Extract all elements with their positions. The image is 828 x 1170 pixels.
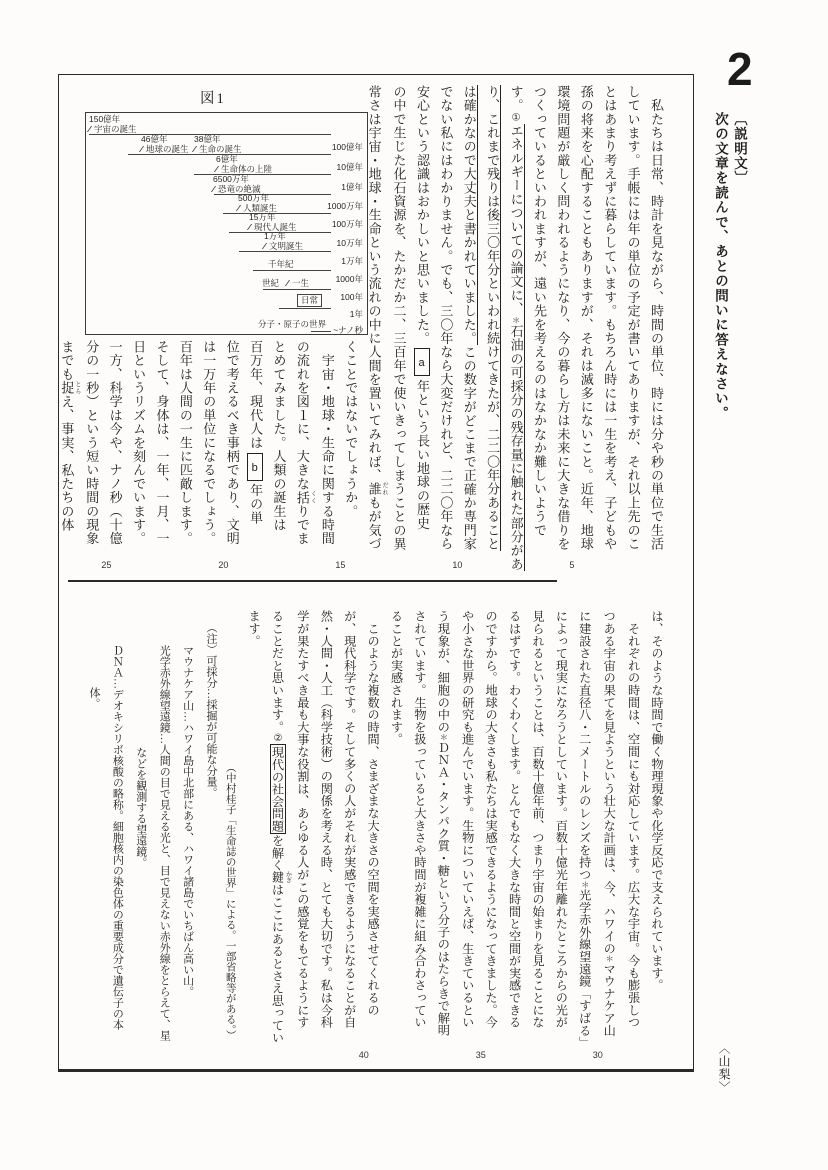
prefecture-label: 〈山梨〉 xyxy=(717,1042,731,1094)
text-line: くことではないでしょうか。 xyxy=(343,340,359,519)
figure-scale-label: 10億年 xyxy=(336,162,363,172)
boxed-phrase: 現代の社会問題 xyxy=(270,746,285,833)
event-name: 地球の誕生 xyxy=(141,144,189,154)
text-line: に建設された直径八・二メートルのレンズを持つ＊光学赤外線望遠鏡「すばる」 xyxy=(577,610,592,1049)
figure-scale-label: 10万年 xyxy=(336,238,363,248)
text-line: ることが実感されます。 xyxy=(389,610,404,746)
genre-label: 〔説明文〕 xyxy=(732,112,747,186)
block-divider xyxy=(68,580,557,582)
text-line: 百年は人間の一生に匹敵します。 xyxy=(177,340,193,546)
text-line: は、そのような時間で働く物理現象や化学反応で支えられています。 xyxy=(650,610,664,992)
text-line: 日というリズムを刻んでいます。 xyxy=(131,340,147,546)
text-line: つくっているといわれますが、遠い先を考えるのはなかなか難しいようで xyxy=(531,85,547,538)
event-name: 世紀 xyxy=(262,278,280,288)
text-line: の流れを図１に、大きな括 くくりでま xyxy=(294,340,316,546)
figure-scale-label: 100年 xyxy=(340,292,363,302)
note-asterisk: ＊ xyxy=(580,880,590,889)
line-number-5: 5 xyxy=(569,560,575,570)
text-line: が、現代科学です。そして多くの人がそれが実感できるようになることが自 xyxy=(342,610,357,1029)
event-name: 人類誕生 xyxy=(238,203,277,213)
text-line: 百万年、現代人はb年の単 xyxy=(248,340,264,525)
notes-block xyxy=(81,622,222,1062)
text-line: や小さな世界の研究も進んでいます。生物についていえば、生きているとい xyxy=(460,610,475,1029)
sideline-mark: り、これまで残りは後三〇年分といわれ続けてきたが、二二〇年分あること xyxy=(485,85,501,551)
line-number-40: 40 xyxy=(358,1050,369,1060)
figure-scale-label: 1000万年 xyxy=(327,201,363,211)
section-heading xyxy=(711,112,749,832)
text-line: 見られるということは、百数十億年前、つまり宇宙の始まりを見ることにな xyxy=(530,610,545,1029)
text-line: ＤＮＡ…デオキシリボ核酸の略称。細胞核内の染色体の重要成分で遺伝子の本 xyxy=(111,645,124,1030)
text-line: 環境問題が厳しく問われるようになり、今の暮らし方は未来に大きな借りを xyxy=(555,85,571,551)
section-number: 2 xyxy=(727,43,753,95)
text-line: 然・人間・人工（科学技術）の関係を考える時、とても大切です。私は今科 xyxy=(319,610,334,1029)
text-line: マウナケア山…ハワイ島中北部にある、ハワイ諸島でいちばん高い山。 xyxy=(181,645,194,997)
text-line: などを観測する望遠鏡。 xyxy=(134,747,147,868)
text-line: ることだと思います。②現代の社会問題を解く鍵 かぎはここにあるとさえ思ってい xyxy=(270,610,291,1044)
attribution: （中村桂子「生命誌の世界」による。一部省略等がある。） xyxy=(224,762,236,1041)
event-name: 分子・原子の世界 xyxy=(258,319,327,329)
event-time: 1万年 xyxy=(264,231,286,241)
event-time: 46億年 xyxy=(141,134,168,144)
event-name: 文明誕生 xyxy=(264,241,303,251)
ref-number: ② xyxy=(272,733,284,745)
text-line: しています。手帳には年の単位の予定が書いてありますが、それ以上先のこ xyxy=(625,85,641,551)
event-name: 現代人誕生 xyxy=(249,222,297,232)
line-number-20: 20 xyxy=(218,560,229,570)
event-time: 500万年 xyxy=(238,193,270,203)
blank-box-b: b xyxy=(247,453,263,481)
text-line: そして、身体は、一年、一月、一 xyxy=(154,340,170,546)
text-line: るはずです。わくわくします。とんでもなく大きな時間と空間が実感できる xyxy=(507,610,522,1029)
text-line: とめてみました。人類の誕生は xyxy=(271,340,287,532)
text-line: とはあまり考えずに暮らしています。もちろん時には一生を考え、子どもや xyxy=(602,85,618,551)
text-line: 安心という認識はおかしいと思いました。a年という長い地球の歴史 xyxy=(414,85,430,531)
ref-number: ① xyxy=(510,112,522,125)
figure-title: 図1 xyxy=(200,91,226,107)
event-time: 15万年 xyxy=(249,212,276,222)
event-name: 日常 xyxy=(301,295,319,305)
text-line: 学が果たすべき最も大事な役割は、あらゆる人がこの感覚をもてるようにす xyxy=(295,610,310,1029)
event-name: 恐竜の絶滅 xyxy=(213,184,261,194)
text-line: 常さは宇宙・地球・生命という流れの中に人間を置いてみれば、誰 だれもが気づ xyxy=(366,85,388,551)
figure-scale-label: 1000年 xyxy=(335,274,363,284)
text-line: 孫の将来を心配することもありますが、それは滅多にないこと。近年、地球 xyxy=(578,85,594,551)
text-line: 位で考えるべき事柄であり、文明 xyxy=(224,340,240,546)
figure-scale-label: 1年 xyxy=(349,309,363,319)
line-number-10: 10 xyxy=(452,560,463,570)
text-line: ます。 xyxy=(247,610,262,647)
event-name: 一生 xyxy=(287,278,309,288)
event-time: 150億年 xyxy=(89,114,121,124)
text-line: う現象が、細胞の中の＊ＤＮＡ・タンパク質・糖という分子のはたらきで解明 xyxy=(436,610,451,1037)
text-line: は確かなので大丈夫と書かれていました。この数字がどこまで正確か専門家 xyxy=(461,85,477,551)
text-line: によって現実になろうとしています。百数十億光年離れたところからの光が xyxy=(554,610,569,1029)
text-line: は一万年の単位になるでしょう。 xyxy=(201,340,217,546)
event-name: 生命体の上陸 xyxy=(216,164,272,174)
sideline-mark: は確かなので大丈夫と書かれていました。 xyxy=(461,85,477,346)
line-number-25: 25 xyxy=(101,560,112,570)
line-number-15: 15 xyxy=(335,560,346,570)
blank-box-a: a xyxy=(414,348,430,376)
figure-scale-label: 100万年 xyxy=(331,219,363,229)
figure-scale-label: 1億年 xyxy=(341,182,363,192)
text-line: 宇宙・地球・生命に関する時間 xyxy=(319,340,335,546)
text-line: （注）可採分…採掘が可能な分量。 xyxy=(205,622,217,798)
instruction-text: 次の文章を読んで、あとの問いに答えなさい。 xyxy=(713,112,728,421)
lower-text-block xyxy=(223,610,668,1052)
text-line: のですから。地球の大きさも私たちは実感できるようになってきました。今 xyxy=(484,610,499,1029)
text-line: 私たちは日常、時計を見ながら、時間の単位、時には分や秒の単位で生活 xyxy=(649,85,664,551)
text-line: つある宇宙の果てを見ようという壮大な計画は、今、ハワイの＊マウナケア山 xyxy=(602,610,617,1037)
line-number-35: 35 xyxy=(475,1050,486,1060)
text-line: す。①エネルギーについての論文に、＊石油の可採分の残存量に触れた部分があ xyxy=(508,85,524,572)
text-line: 一方、科学は今や、ナノ秒（十億 xyxy=(107,340,123,546)
note-asterisk: ＊ xyxy=(439,733,449,742)
line-number-30: 30 xyxy=(592,1050,603,1060)
text-line: それぞれの時間は、空間にも対応しています。広大な宇宙。今も膨張しつ xyxy=(626,610,641,1029)
text-line: の中で生じた化石資源を、たかだか二、三百年で使いきってしまうことの異 xyxy=(391,85,407,551)
event-time: 6億年 xyxy=(216,154,238,164)
text-line: までも捉 とらえ、事実、私たちの体 xyxy=(59,340,80,532)
event-name: 生命の誕生 xyxy=(194,144,242,154)
text-line: 光学赤外線望遠鏡…人間の目で見える光と、目で見えない赤外線をとらえて、星 xyxy=(158,645,171,1041)
figure-scale-label: 100億年 xyxy=(331,142,363,152)
event-time: 6500万年 xyxy=(213,174,249,184)
text-line xyxy=(481,85,504,555)
text-line: このような複数の時間、さまざまな大きさの空間を実感させてくれるの xyxy=(366,610,381,1016)
figure-scale-label: ~ナノ秒 xyxy=(333,325,363,335)
text-line: 体。 xyxy=(87,687,100,709)
event-name: 千年紀 xyxy=(268,259,294,269)
text-line: されています。生物を扱っていると大きさや時間が複雑に組み合わさってい xyxy=(412,610,427,1029)
event-time: 38億年 xyxy=(194,134,221,144)
text-line: でない私にはわかりません。でも、三〇年なら大変だけれど、二二〇年なら xyxy=(438,85,454,551)
event-name: 宇宙の誕生 xyxy=(89,124,137,134)
figure-scale-label: 1万年 xyxy=(341,256,363,266)
text-line: 分の一秒）という短い時間の現象 xyxy=(84,340,100,546)
note-asterisk: ＊ xyxy=(511,315,521,325)
note-asterisk: ＊ xyxy=(605,954,615,963)
sideline-mark: エネルギーについての論文に、＊石油の可採分の残存量に触れた部分があ xyxy=(508,124,524,572)
